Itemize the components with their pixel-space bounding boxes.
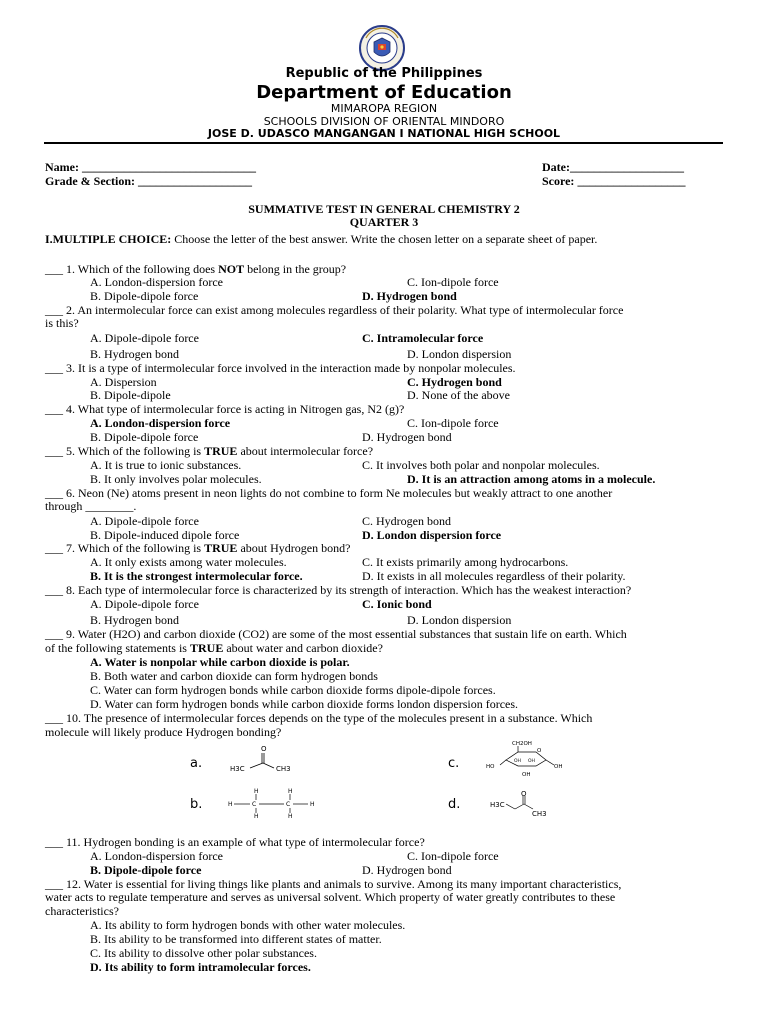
q2-option-c: C. Intramolecular force bbox=[362, 331, 484, 345]
header-department: Department of Education bbox=[256, 82, 512, 103]
q11-option-a: A. London-dispersion force bbox=[90, 849, 223, 863]
q7-option-a: A. It only exists among water molecules. bbox=[90, 555, 287, 569]
header-region: MIMAROPA REGION bbox=[330, 102, 438, 115]
q1-option-c: C. Ion-dipole force bbox=[407, 275, 499, 289]
q9-text-a: of the following statements is bbox=[45, 641, 190, 655]
q7-text-c: about Hydrogen bond? bbox=[237, 541, 351, 555]
structure-d-butanone bbox=[488, 790, 558, 820]
structure-b-ethane bbox=[228, 786, 318, 820]
header-school: JOSE D. UDASCO MANGANGAN I NATIONAL HIGH SCHOOL bbox=[207, 127, 561, 140]
question-12-line3: characteristics? bbox=[45, 904, 119, 918]
structure-b-h6: H bbox=[288, 813, 293, 820]
q6-option-b: B. Dipole-induced dipole force bbox=[90, 528, 240, 542]
structure-c-oh-3: OH bbox=[554, 764, 563, 770]
q1-text-b: NOT bbox=[218, 262, 245, 276]
instructions-label: I.MULTIPLE CHOICE: bbox=[45, 232, 172, 246]
date-field[interactable] bbox=[542, 160, 684, 174]
structure-b-c1: C bbox=[252, 801, 257, 808]
q7-option-d: D. It exists in all molecules regardless of their polarity. bbox=[362, 569, 626, 583]
question-3: ___ 3. It is a type of intermolecular force involved in the interaction made by nonpolar molecules. bbox=[45, 361, 516, 375]
q12-option-b: B. Its ability to be transformed into different states of matter. bbox=[90, 932, 382, 946]
q1-text-a: ___ 1. Which of the following does bbox=[45, 262, 219, 276]
score-field[interactable] bbox=[542, 174, 685, 188]
question-12-line2: water acts to regulate temperature and serves as universal solvent. Which property of water greatly contributes to these bbox=[45, 890, 616, 904]
q11-option-d: D. Hydrogen bond bbox=[362, 863, 452, 877]
structure-c-ring-oxygen: O bbox=[537, 748, 542, 754]
question-2-line1: ___ 2. An intermolecular force can exist among molecules regardless of their polarity. What type of intermolecular force bbox=[45, 303, 624, 317]
q8-option-b: B. Hydrogen bond bbox=[90, 613, 179, 627]
q11-option-b: B. Dipole-dipole force bbox=[90, 863, 202, 877]
structure-c-glucose bbox=[484, 738, 574, 778]
q3-option-a: A. Dispersion bbox=[90, 375, 157, 389]
date-blank: ___________________ bbox=[569, 160, 684, 174]
question-6-line2: through ________. bbox=[45, 499, 137, 513]
structure-c-label: c. bbox=[448, 756, 460, 771]
q12-option-a: A. Its ability to form hydrogen bonds with other water molecules. bbox=[90, 918, 406, 932]
q1-option-b: B. Dipole-dipole force bbox=[90, 289, 199, 303]
q3-option-d: D. None of the above bbox=[407, 388, 510, 402]
q2-option-d: D. London dispersion bbox=[407, 347, 512, 361]
structure-b-label: b. bbox=[190, 797, 203, 812]
q5-option-d: D. It is an attraction among atoms in a molecule. bbox=[407, 472, 656, 486]
structure-b-c2: C bbox=[286, 801, 291, 808]
q4-option-c: C. Ion-dipole force bbox=[407, 416, 499, 430]
q6-option-a: A. Dipole-dipole force bbox=[90, 514, 199, 528]
q7-text-b: TRUE bbox=[204, 541, 238, 555]
structure-b-h1: H bbox=[254, 788, 259, 795]
structure-a-label: a. bbox=[190, 756, 203, 771]
q9-text-b: TRUE bbox=[189, 641, 224, 655]
q7-option-c: C. It exists primarily among hydrocarbons. bbox=[362, 555, 569, 569]
structure-b-h4: H bbox=[310, 801, 315, 808]
header-republic: Republic of the Philippines bbox=[285, 66, 483, 81]
date-label: Date: bbox=[542, 160, 570, 174]
q4-option-d: D. Hydrogen bond bbox=[362, 430, 452, 444]
question-10-line2: molecule will likely produce Hydrogen bonding? bbox=[45, 725, 282, 739]
structure-a-oxygen: O bbox=[261, 745, 267, 753]
structure-b-h5: H bbox=[254, 813, 259, 820]
q5-text-b: TRUE bbox=[204, 444, 238, 458]
question-2-line2: is this? bbox=[45, 316, 79, 330]
deped-seal bbox=[356, 24, 408, 72]
q5-option-a: A. It is true to ionic substances. bbox=[90, 458, 242, 472]
q12-option-d: D. Its ability to form intramolecular forces. bbox=[90, 960, 311, 974]
q6-option-c: C. Hydrogen bond bbox=[362, 514, 451, 528]
header-division: SCHOOLS DIVISION OF ORIENTAL MINDORO bbox=[263, 115, 505, 128]
q2-option-a: A. Dipole-dipole force bbox=[90, 331, 199, 345]
structure-b-h3: H bbox=[228, 801, 233, 808]
q8-option-c: C. Ionic bond bbox=[362, 597, 432, 611]
q9-text-c: about water and carbon dioxide? bbox=[223, 641, 383, 655]
q5-option-b: B. It only involves polar molecules. bbox=[90, 472, 262, 486]
q8-option-a: A. Dipole-dipole force bbox=[90, 597, 199, 611]
score-blank: __________________ bbox=[577, 174, 686, 188]
structure-b-h2: H bbox=[288, 788, 293, 795]
structure-d-right-group: CH3 bbox=[532, 810, 547, 818]
q11-option-c: C. Ion-dipole force bbox=[407, 849, 499, 863]
test-quarter: QUARTER 3 bbox=[349, 215, 419, 229]
question-7 bbox=[45, 541, 350, 555]
test-title: SUMMATIVE TEST IN GENERAL CHEMISTRY 2 bbox=[248, 202, 520, 216]
score-label: Score: bbox=[542, 174, 575, 188]
question-11: ___ 11. Hydrogen bonding is an example of what type of intermolecular force? bbox=[45, 835, 425, 849]
structure-d-left-group: H3C bbox=[490, 801, 505, 809]
q9-option-c: C. Water can form hydrogen bonds while carbon dioxide forms dipole-dipole forces. bbox=[90, 683, 496, 697]
structure-a-right-group: CH3 bbox=[276, 765, 291, 773]
header-divider bbox=[44, 142, 723, 144]
grade-blank: ___________________ bbox=[137, 174, 252, 188]
q6-option-d: D. London dispersion force bbox=[362, 528, 502, 542]
grade-section-field[interactable] bbox=[45, 174, 252, 188]
q3-option-c: C. Hydrogen bond bbox=[407, 375, 502, 389]
structure-d-oxygen: O bbox=[521, 790, 527, 798]
q5-text-a: ___ 5. Which of the following is bbox=[45, 444, 205, 458]
q8-option-d: D. London dispersion bbox=[407, 613, 512, 627]
name-field[interactable] bbox=[45, 160, 256, 174]
question-1 bbox=[45, 262, 346, 276]
q7-text-a: ___ 7. Which of the following is bbox=[45, 541, 205, 555]
question-9-line2 bbox=[45, 641, 383, 655]
structure-c-ho: HO bbox=[486, 764, 495, 770]
question-10-line1: ___ 10. The presence of intermolecular forces depends on the type of the molecules present in a substance. Which bbox=[45, 711, 593, 725]
question-6-line1: ___ 6. Neon (Ne) atoms present in neon lights do not combine to form Ne molecules but weakly attract to one another bbox=[45, 486, 613, 500]
instructions-text: Choose the letter of the best answer. Write the chosen letter on a separate sheet of paper. bbox=[171, 232, 598, 246]
question-4: ___ 4. What type of intermolecular force is acting in Nitrogen gas, N2 (g)? bbox=[45, 402, 405, 416]
name-blank: _____________________________ bbox=[81, 160, 256, 174]
structure-a-left-group: H3C bbox=[230, 765, 245, 773]
q9-option-d: D. Water can form hydrogen bonds while carbon dioxide forms london dispersion forces. bbox=[90, 697, 519, 711]
q1-text-c: belong in the group? bbox=[244, 262, 347, 276]
name-label: Name: bbox=[45, 160, 79, 174]
question-12-line1: ___ 12. Water is essential for living things like plants and animals to survive. Among its many important characteristics, bbox=[45, 877, 622, 891]
q9-option-b: B. Both water and carbon dioxide can form hydrogen bonds bbox=[90, 669, 378, 683]
instructions bbox=[45, 232, 597, 246]
q4-option-b: B. Dipole-dipole force bbox=[90, 430, 199, 444]
question-5 bbox=[45, 444, 373, 458]
question-8: ___ 8. Each type of intermolecular force is characterized by its strength of interaction. Which has the weakest interaction? bbox=[45, 583, 632, 597]
structure-a-acetone bbox=[228, 744, 300, 776]
structure-c-oh-1: OH bbox=[514, 759, 521, 764]
structure-c-oh-4: OH bbox=[522, 772, 531, 778]
structure-c-ch2oh: CH2OH bbox=[512, 741, 532, 747]
structure-c-oh-2: OH bbox=[528, 759, 535, 764]
q1-option-d: D. Hydrogen bond bbox=[362, 289, 457, 303]
q4-option-a: A. London-dispersion force bbox=[90, 416, 231, 430]
grade-label: Grade & Section: bbox=[45, 174, 135, 188]
q12-option-c: C. Its ability to dissolve other polar substances. bbox=[90, 946, 317, 960]
q7-option-b: B. It is the strongest intermolecular force. bbox=[90, 569, 303, 583]
q5-text-c: about intermolecular force? bbox=[237, 444, 374, 458]
q9-option-a: A. Water is nonpolar while carbon dioxide is polar. bbox=[90, 655, 350, 669]
question-9-line1: ___ 9. Water (H2O) and carbon dioxide (CO2) are some of the most essential substances that sustain life on earth. Which bbox=[45, 627, 627, 641]
q5-option-c: C. It involves both polar and nonpolar molecules. bbox=[362, 458, 600, 472]
q2-option-b: B. Hydrogen bond bbox=[90, 347, 179, 361]
q1-option-a: A. London-dispersion force bbox=[90, 275, 223, 289]
structure-d-label: d. bbox=[448, 797, 461, 812]
q3-option-b: B. Dipole-dipole bbox=[90, 388, 171, 402]
